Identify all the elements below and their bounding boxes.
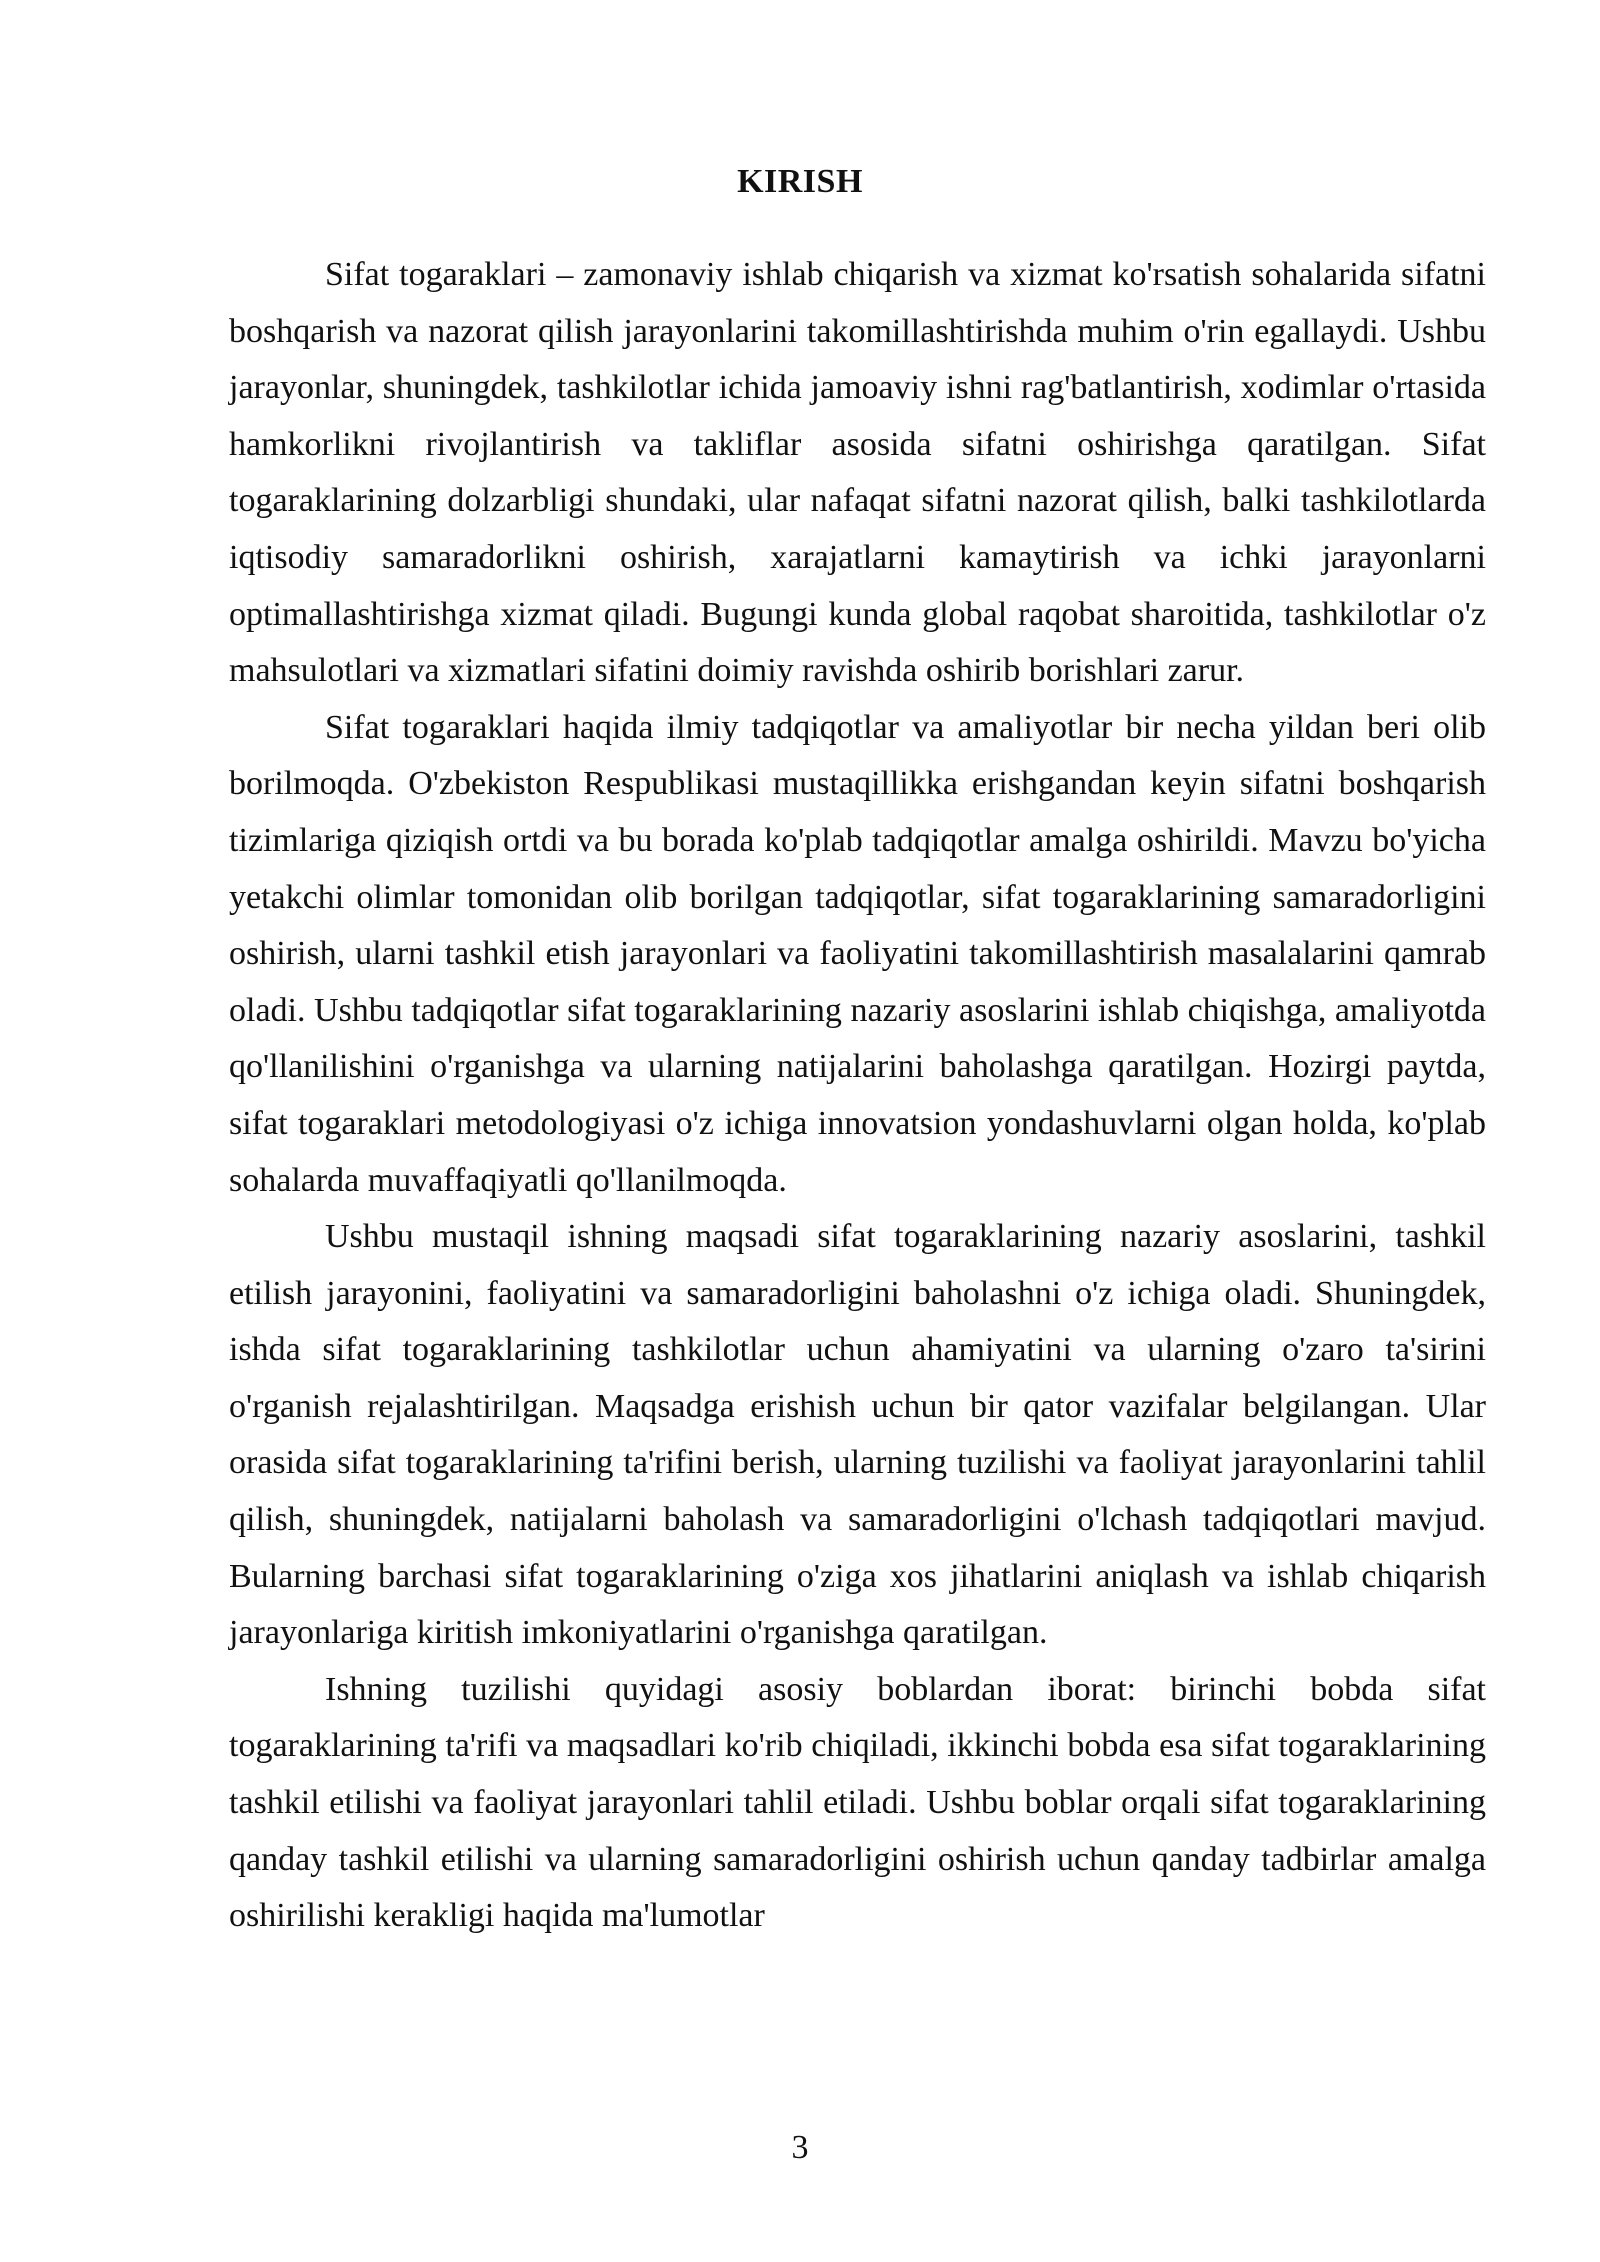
- page-number: 3: [791, 2129, 809, 2166]
- paragraph-3: Ushbu mustaqil ishning maqsadi sifat togaraklarining nazariy asoslarini, tashkil etilish jarayonini, faoliyatini va samaradorligini baholashni o'z ichiga oladi. Shuningdek, ishda sifat togaraklarining tashkilotlar uchun ahamiyatini va ularning o'zaro ta'sirini o'rganish rejalashtirilgan. Maqsadga erishish uchun bir qator vazifalar belgilangan. Ular orasida sifat togaraklarining ta'rifini berish, ularning tuzilishi va faoliyat jarayonlarini tahlil qilish, shuningdek, natijalarni baholash va samaradorligini o'lchash tadqiqotlari mavjud. Bularning barchasi sifat togaraklarining o'ziga xos jihatlarini aniqlash va ishlab chiqarish jarayonlariga kiritish imkoniyatlarini o'rganishga qaratilgan.: [229, 1218, 1486, 1652]
- page-title: KIRISH: [737, 163, 863, 200]
- body-text: [229, 247, 1486, 1945]
- paragraph-4: Ishning tuzilishi quyidagi asosiy boblardan iborat: birinchi bobda sifat togaraklarining ta'rifi va maqsadlari ko'rib chiqiladi, ikkinchi bobda esa sifat togaraklarining tashkil etilishi va faoliyat jarayonlari tahlil etiladi. Ushbu boblar orqali sifat togaraklarining qanday tashkil etilishi va ularning samaradorligini oshirish uchun qanday tadbirlar amalga oshirilishi kerakligi haqida ma'lumotlar: [229, 1670, 1486, 1935]
- paragraph-1: Sifat togaraklari – zamonaviy ishlab chiqarish va xizmat ko'rsatish sohalarida sifatni boshqarish va nazorat qilish jarayonlarini takomillashtirishda muhim o'rin egallaydi. Ushbu jarayonlar, shuningdek, tashkilotlar ichida jamoaviy ishni rag'batlantirish, xodimlar o'rtasida hamkorlikni rivojlantirish va takliflar asosida sifatni oshirishga qaratilgan. Sifat togaraklarining dolzarbligi shundaki, ular nafaqat sifatni nazorat qilish, balki tashkilotlarda iqtisodiy samaradorlikni oshirish, xarajatlarni kamaytirish va ichki jarayonlarni optimallashtirishga xizmat qiladi. Bugungi kunda global raqobat sharoitida, tashkilotlar o'z mahsulotlari va xizmatlari sifatini doimiy ravishda oshirib borishlari zarur.: [229, 256, 1486, 690]
- paragraph-2: Sifat togaraklari haqida ilmiy tadqiqotlar va amaliyotlar bir necha yildan beri olib borilmoqda. O'zbekiston Respublikasi mustaqillikka erishgandan keyin sifatni boshqarish tizimlariga qiziqish ortdi va bu borada ko'plab tadqiqotlar amalga oshirildi. Mavzu bo'yicha yetakchi olimlar tomonidan olib borilgan tadqiqotlar, sifat togaraklarining samaradorligini oshirish, ularni tashkil etish jarayonlari va faoliyatini takomillashtirish masalalarini qamrab oladi. Ushbu tadqiqotlar sifat togaraklarining nazariy asoslarini ishlab chiqishga, amaliyotda qo'llanilishini o'rganishga va ularning natijalarini baholashga qaratilgan. Hozirgi paytda, sifat togaraklari metodologiyasi o'z ichiga innovatsion yondashuvlarni olgan holda, ko'plab sohalarda muvaffaqiyatli qo'llanilmoqda.: [229, 708, 1486, 1199]
